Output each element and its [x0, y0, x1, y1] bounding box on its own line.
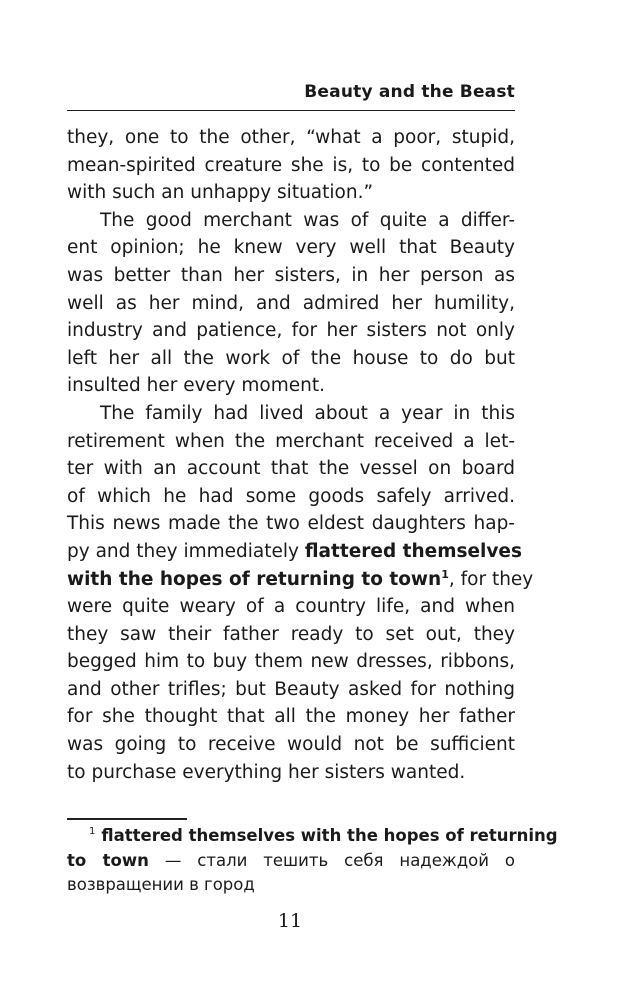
text-line: and other trifles; but Beauty asked for nothing: [67, 678, 515, 700]
emphasized-phrase: flattered themselves: [304, 540, 522, 562]
text-line: insulted her every moment.: [67, 375, 325, 397]
footnote-line: [67, 824, 558, 849]
text-line: This news made the two eldest daughters hap-: [67, 513, 515, 535]
emphasized-phrase: with the hopes of returning to town: [67, 568, 442, 590]
text-line: was going to receive would not be sufficient: [67, 734, 515, 756]
text-fragment: , for they: [448, 568, 534, 590]
text-line: begged him to buy them new dresses, ribbons,: [67, 651, 515, 673]
text-fragment: py and they immediately: [67, 540, 305, 562]
footnote-marker: 1: [89, 826, 96, 837]
text-line: for she thought that all the money her father: [67, 706, 515, 728]
text-line: mean-spirited creature she is, to be contented: [67, 154, 515, 176]
text-line: with such an unhappy situation.”: [67, 182, 374, 204]
text-line: of which he had some goods safely arrived.: [67, 485, 515, 507]
text-line: retirement when the merchant received a let-: [67, 430, 515, 452]
text-line: were quite weary of a country life, and when: [67, 596, 515, 618]
text-line: they, one to the other, “what a poor, stupid,: [67, 127, 515, 148]
text-line: industry and patience, for her sisters not only: [67, 320, 515, 342]
footnote-reference[interactable]: 1: [441, 567, 449, 581]
footnote-term: to town: [67, 850, 149, 870]
footnote-line: [67, 849, 515, 874]
page-number: 11: [277, 910, 303, 932]
text-line: [67, 566, 534, 594]
text-line: was better than her sisters, in her person as: [67, 264, 515, 286]
text-line: [67, 538, 522, 566]
text-line: The good merchant was of quite a differ-: [100, 209, 515, 231]
footnote: [67, 824, 558, 898]
footnote-line: возвращении в город: [67, 875, 255, 894]
footnote-term: flattered themselves with the hopes of returning: [101, 826, 558, 845]
text-line: they saw their father ready to set out, they: [67, 623, 515, 645]
text-line: ent opinion; he knew very well that Beauty: [67, 237, 515, 259]
body-text: [67, 124, 534, 786]
text-line: ter with an account that the vessel on board: [67, 458, 515, 480]
header-divider: [67, 110, 515, 111]
running-head-title: Beauty and the Beast: [304, 82, 515, 102]
text-line: left her all the work of the house to do but: [67, 347, 515, 369]
text-line: The family had lived about a year in this: [100, 402, 515, 424]
text-line: well as her mind, and admired her humility,: [67, 292, 515, 314]
footnote-translation: — стали тешить себя надеждой о: [148, 850, 515, 870]
text-line: to purchase everything her sisters wanted.: [67, 761, 466, 783]
footnote-divider: [67, 818, 187, 820]
